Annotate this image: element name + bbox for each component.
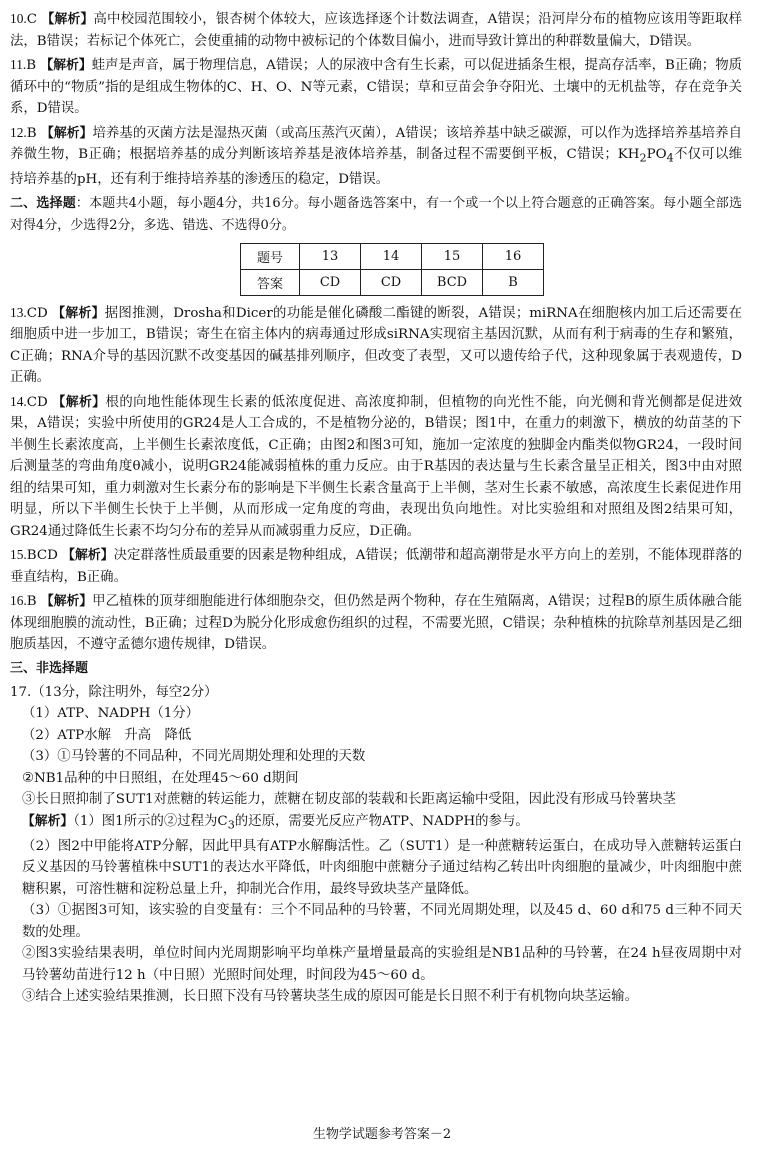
q17-explanation-5: ③结合上述实验结果推测，长日照下没有马铃薯块茎生成的原因可能是长日照不利于有机物向块茎运输。 [22, 989, 638, 1005]
q17-explanation-4: ②图3实验结果表明，单位时间内光周期影响平均单株产量增量最高的实验组是NB1品种的马铃薯，在24 h昼夜周期中对马铃薯幼苗进行12 h（中日照）光照时间处理，时间段为45～60 d。 [22, 946, 742, 983]
analysis-text: 据图推测，Drosha和Dicer的功能是催化磷酸二酯键的断裂，A错误；miRNA在细胞核内加工后还需要在细胞质中进一步加工，B错误；寄生在宿主体内的病毒通过形成siRNA实现宿主基因沉默，从而有利于病毒的生存和繁殖，C正确；RNA介导的基因沉默不改变基因的碱基排列顺序，但改变了表型，又可以遗传给子代，这种现象属于表观遗传，D正确。 [10, 305, 743, 386]
answer-table-row-answers [241, 269, 544, 295]
q17-answer-4: ②NB1品种的中日照组，在处理45～60 d期间 [22, 770, 299, 786]
analysis-text: 培养基的灭菌方法是湿热灭菌（或高压蒸汽灭菌），A错误；该培养基中缺乏碳源，可以作为选择培养基培养自养微生物，B正确；根据培养基的成分判断该培养基是液体培养基，制备过程不需要倒平板，C错误；KH [10, 125, 743, 162]
q17-answer-2: （2）ATP水解 升高 降低 [22, 727, 192, 743]
answer-letter: B [26, 594, 37, 610]
analysis-text: 甲乙植株的顶芽细胞能进行体细胞杂交，但仍然是两个物种，存在生殖隔离，A错误；过程B的原生质体融合能体现细胞膜的流动性，B正确；过程D为脱分化形成愈伤组织的过程，不需要光照，C错误；杂种植株的抗除草剂基因是乙细胞质基因，不遵守孟德尔遗传规律，D错误。 [10, 594, 742, 653]
analysis-tag: 【解析】 [52, 394, 106, 410]
analysis-tag: 【解析】 [40, 594, 93, 610]
table-header-cell: 题号 [241, 243, 300, 269]
answer-table [240, 243, 544, 296]
question-17-header: 17.（13分，除注明外，每空2分） [10, 684, 218, 700]
q17-explanation-1: 【解析】（1）图1所示的②过程为$C_3$的还原，需要光反应产物ATP、NADPH的参与。 [22, 813, 529, 832]
q17-answer-5: ③长日照抑制了SUT1对蔗糖的转运能力，蔗糖在韧皮部的装载和长距离运输中受阻，因此没有形成马铃薯块茎 [22, 792, 676, 808]
analysis-tag: 【解析】 [41, 12, 94, 27]
table-header-cell: 答案 [241, 269, 300, 295]
table-cell: 15 [422, 243, 483, 269]
table-cell: 13 [300, 243, 361, 269]
question-11: 11.B 【解析】蛙声是声音，属于物理信息，A错误；人的尿液中含有生长素，可以促进插条生根，提高存活率，B正确；物质循环中的“物质”指的是组成生物体的C、H、O、N等元素，C错误；草和豆苗会争夺阳光、土壤中的无机盐等，存在竞争关系，D错误。 [10, 57, 742, 116]
table-cell: 16 [483, 243, 544, 269]
answer-letter: B [26, 125, 37, 141]
question-16: 16.B 【解析】甲乙植株的顶芽细胞能进行体细胞杂交，但仍然是两个物种，存在生殖隔离，A错误；过程B的原生质体融合能体现细胞膜的流动性，B正确；过程D为脱分化形成愈伤组织的过程，不需要光照，C错误；杂种植株的抗除草剂基因是乙细胞质基因，不遵守孟德尔遗传规律，D错误。 [10, 593, 742, 653]
question-14: 14.CD 【解析】根的向地性能体现生长素的低浓度促进、高浓度抑制，但植物的向光性不能，向光侧和背光侧都是促进效果，A错误；实验中所使用的GR24是人工合成的，不是植物分泌的，B错误；图1中，在重力的刺激下，横放的幼苗茎的下半侧生长素浓度高，上半侧生长素浓度低，C正确；由图2和图3可知，施加一定浓度的独脚金内酯类似物GR24，一段时间后测量茎的弯曲角度θ减小，说明GR24能减弱植株的重力反应。由于R基因的表达量与生长素含量呈正相关，图3中由对照组的结果可知，重力刺激对生长素分布的影响是下半侧生长素含量高于上半侧，茎对生长素不敏感，高浓度生长素促进作用明显，所以下半侧生长快于上半侧，从而形成一定角度的弯曲，表现出负向地性。对比实验组和对照组及图2结果可知，GR24通过降低生长素不均匀分布的差异从而减弱重力反应，D正确。 [10, 393, 742, 539]
analysis-tag: 【解析】 [52, 305, 105, 321]
table-cell: CD [361, 269, 422, 295]
q17-answer-1: （1）ATP、NADPH（1分） [22, 706, 200, 722]
q17-answer-3: （3）①马铃薯的不同品种，不同光周期处理和处理的天数 [22, 749, 366, 765]
analysis-tag: 【解析】 [22, 813, 74, 829]
answer-letter: B [26, 58, 37, 73]
question-13: 13.CD 【解析】据图推测，Drosha和Dicer的功能是催化磷酸二酯键的断裂，A错误；miRNA在细胞核内加工后还需要在细胞质中进一步加工，B错误；寄生在宿主体内的病毒通过形成siRNA实现宿主基因沉默，从而有利于病毒的生存和繁殖，C正确；RNA介导的基因沉默不改变基因的碱基排列顺序，但改变了表型，又可以遗传给子代，这种现象属于表观遗传，D正确。 [10, 304, 743, 386]
answer-letter: BCD [26, 548, 58, 564]
analysis-text: 根的向地性能体现生长素的低浓度促进、高浓度抑制，但植物的向光性不能，向光侧和背光侧都是促进效果，A错误；实验中所使用的GR24是人工合成的，不是植物分泌的，B错误；图1中，在重力的刺激下，横放的幼苗茎的下半侧生长素浓度高，上半侧生长素浓度低，C正确；由图2和图3可知，施加一定浓度的独脚金内酯类似物GR24，一段时间后测量茎的弯曲角度θ减小，说明GR24能减弱植株的重力反应。由于R基因的表达量与生长素含量呈正相关，图3中由对照组的结果可知，重力刺激对生长素分布的影响是下半侧生长素含量高于上半侧，茎对生长素不敏感，高浓度生长素促进作用明显，所以下半侧生长快于上半侧，从而形成一定角度的弯曲，表现出负向地性。对比实验组和对照组及图2结果可知，GR24通过降低生长素不均匀分布的差异从而减弱重力反应，D正确。 [10, 394, 742, 539]
analysis-tag: 【解析】 [62, 548, 114, 564]
answer-table-row-numbers [241, 243, 544, 269]
section-3-heading: 三、非选择题 [10, 660, 89, 676]
section-2-instructions: ：本题共4小题，每小题4分，共16分。每小题备选答案中，有一个或一个以上符合题意的正确答案。每小题全部选对得4分，少选得2分，多选、错选、不选得0分。 [10, 195, 742, 233]
analysis-text: 蛙声是声音，属于物理信息，A错误；人的尿液中含有生长素，可以促进插条生根，提高存活率，B正确；物质循环中的“物质”指的是组成生物体的C、H、O、N等元素，C错误；草和豆苗会争夺阳光、土壤中的无机盐等，存在竞争关系，D错误。 [10, 58, 742, 116]
question-12: 12.B 【解析】培养基的灭菌方法是湿热灭菌（或高压蒸汽灭菌），A错误；该培养基中缺乏碳源，可以作为选择培养基培养自养微生物，B正确；根据培养基的成分判断该培养基是液体培养基，制备过程不需要倒平板，C错误；$KH_2PO_4$不仅可以维持培养基的pH，还有利于维持培养基的渗透压的稳定，D错误。 [10, 124, 743, 188]
analysis-tag: 【解析】 [40, 125, 93, 141]
analysis-text: 决定群落性质最重要的因素是物种组成，A错误；低潮带和超高潮带是水平方向上的差别，不能体现群落的垂直结构，B正确。 [10, 548, 743, 585]
q17-explanation-2: （2）图2中甲能将ATP分解，因此甲具有ATP水解酶活性。乙（SUT1）是一种蔗糖转运蛋白，在成功导入蔗糖转运蛋白反义基因的马铃薯植株中SUT1的表达水平降低，叶肉细胞中蔗糖分子通过结构乙转出叶肉细胞的量减少，叶肉细胞中蔗糖积累，可溶性糖和淀粉总量上升，抑制光合作用，最终导致块茎产量降低。 [22, 838, 742, 897]
question-15: 15.BCD 【解析】决定群落性质最重要的因素是物种组成，A错误；低潮带和超高潮带是水平方向上的差别，不能体现群落的垂直结构，B正确。 [10, 547, 743, 585]
table-cell: 14 [361, 243, 422, 269]
analysis-tag: 【解析】 [40, 58, 92, 73]
q17-explanation-3: （3）①据图3可知，该实验的自变量有：三个不同品种的马铃薯，不同光周期处理，以及45 d、60 d和75 d三种不同天数的处理。 [22, 903, 742, 940]
answer-letter: C [26, 12, 37, 27]
table-cell: B [483, 269, 544, 295]
analysis-text: 高中校园范围较小，银杏树个体较大，应该选择逐个计数法调查，A错误；沿河岸分布的植物应该用等距取样法，B错误；若标记个体死亡，会使重捕的动物中被标记的个体数目偏小，进而导致计算出的种群数量偏大，D错误。 [10, 12, 742, 49]
answer-letter: CD [26, 305, 48, 321]
section-2-heading: 二、选择题：本题共4小题，每小题4分，共16分。每小题备选答案中，有一个或一个以上符合题意的正确答案。每小题全部选对得4分，少选得2分，多选、错选、不选得0分。 [10, 195, 742, 233]
table-cell: CD [300, 269, 361, 295]
table-cell: BCD [422, 269, 483, 295]
answer-letter: CD [26, 394, 48, 410]
question-10: 10.C 【解析】高中校园范围较小，银杏树个体较大，应该选择逐个计数法调查，A错误；沿河岸分布的植物应该用等距取样法，B错误；若标记个体死亡，会使重捕的动物中被标记的个体数目偏小，进而导致计算出的种群数量偏大，D错误。 [10, 11, 742, 49]
page-footer: 生物学试题参考答案－2 [312, 1127, 452, 1142]
